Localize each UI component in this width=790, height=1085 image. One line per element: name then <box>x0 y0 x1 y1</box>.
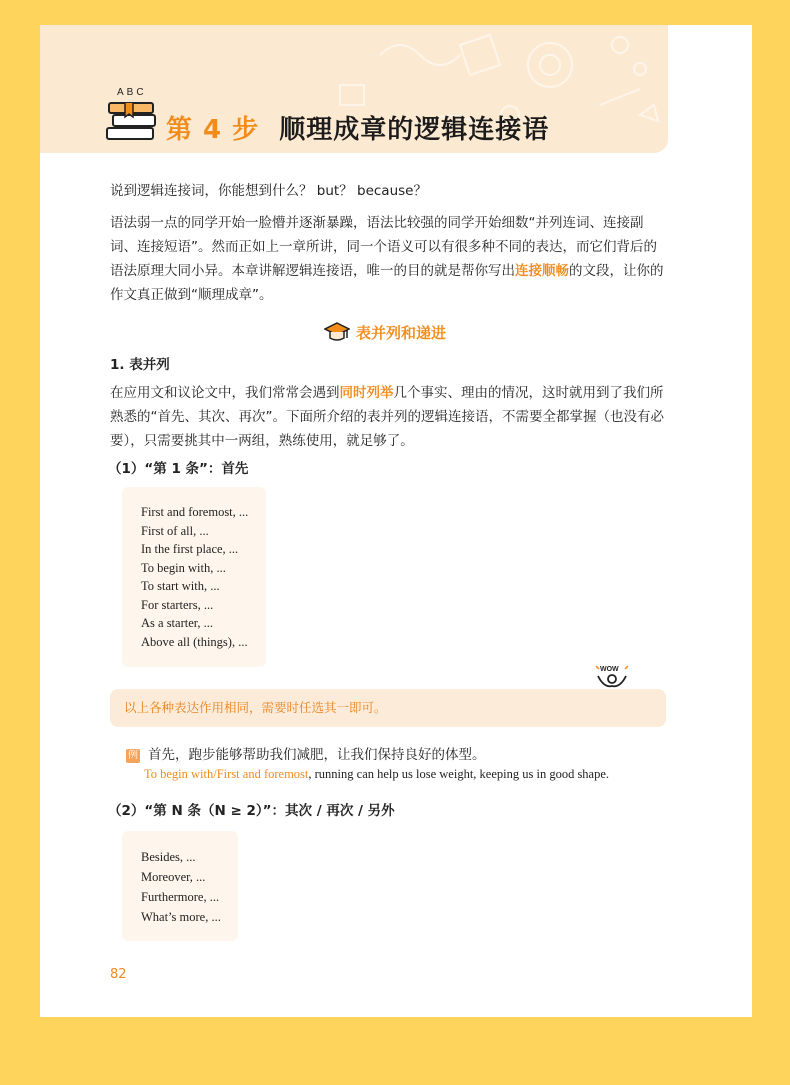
example-en <box>126 767 686 782</box>
icon-letters: ABC <box>117 87 147 98</box>
phrase-list-2 <box>141 847 238 927</box>
page-number: 82 <box>110 967 127 982</box>
page <box>40 25 752 1017</box>
phrase-list-1 <box>141 503 266 651</box>
phrase-item: To begin with, ... <box>141 560 226 575</box>
phrase-item: As a starter, ... <box>141 616 214 630</box>
wow-person-icon <box>592 662 632 690</box>
phrase-item: Besides, ... <box>141 850 196 864</box>
example-en-highlight: To begin with/First and foremost <box>144 767 309 781</box>
example-zh <box>126 743 686 763</box>
intro-highlight: 连接顺畅 <box>515 263 569 279</box>
phrase-item: In the first place, ... <box>141 542 239 556</box>
phrase-item: For starters, ... <box>141 597 214 612</box>
subsection-title <box>110 353 170 373</box>
note-box: 以上各种表达作用相同，需要时任选其一即可。 <box>110 689 666 727</box>
phrase-item: To start with, ... <box>141 579 220 593</box>
phrase-item: What’s more, ... <box>141 910 221 924</box>
subsection-body <box>110 381 666 453</box>
sub1-text: 在应用文和议论文中，我们常常会遇到 <box>110 385 340 401</box>
subsection-title-text: 1. 表并列 <box>110 357 170 373</box>
sub1-text-end: 几个事实、理由的情况，这时就用到了我们所熟悉的“首先、其次、再次”。下面所介绍的表并列的逻辑连接语，不需要全都掌握（也没有必要），只需要挑其中一两组，熟练使用，就足够了。 <box>110 385 664 449</box>
phrase-item: First of all, ... <box>141 523 209 538</box>
book-stack-icon <box>105 85 159 143</box>
phrase-item: Above all (things), ... <box>141 634 248 649</box>
sub1-highlight: 同时列举 <box>339 385 394 401</box>
step-number: 第 4 步 <box>166 115 260 145</box>
example-zh-text: 首先，跑步能够帮助我们减肥，让我们保持良好的体型。 <box>148 747 486 763</box>
example-block <box>126 743 686 782</box>
intro-p2-text-end: 的文段，让你的作文真正做到“顺理成章”。 <box>110 263 664 303</box>
phrase-item: First and foremost, ... <box>141 505 249 519</box>
chapter-header <box>40 25 668 153</box>
example-tag: 例 <box>128 750 138 761</box>
phrase-item: Moreover, ... <box>141 870 206 884</box>
example-en-text: , running can help us lose weight, keeping us in good shape. <box>308 767 610 781</box>
intro-p2-text: 语法弱一点的同学开始一脸懵并逐渐暴躁，语法比较强的同学开始细数“并列连词、连接副词、连接短语”。然而正如上一章所讲，同一个语义可以有很多种不同的表达，而它们背后的语法原理大同小异。本章讲解逻辑连接语，唯一的目的就是帮你写出 <box>110 215 657 279</box>
section-title: 表并列和递进 <box>356 323 447 342</box>
intro-paragraph-2 <box>110 211 666 307</box>
step-title-text: 顺理成章的逻辑连接语 <box>279 115 550 145</box>
item-1-title: （1）“第 1 条”：首先 <box>108 461 249 477</box>
wow-label: WOW <box>600 666 619 673</box>
section-heading <box>324 321 446 343</box>
graduation-cap-icon <box>324 321 350 343</box>
chapter-title <box>166 109 549 146</box>
item-2-title: （2）“第 N 条（N ≥ 2）”：其次 / 再次 / 另外 <box>108 803 395 819</box>
phrase-box-1 <box>122 487 266 667</box>
phrase-item: Furthermore, ... <box>141 890 220 904</box>
phrase-box-2 <box>122 831 238 941</box>
intro-paragraph-1: 说到逻辑连接词，你能想到什么？ but？ because？ <box>110 183 427 199</box>
